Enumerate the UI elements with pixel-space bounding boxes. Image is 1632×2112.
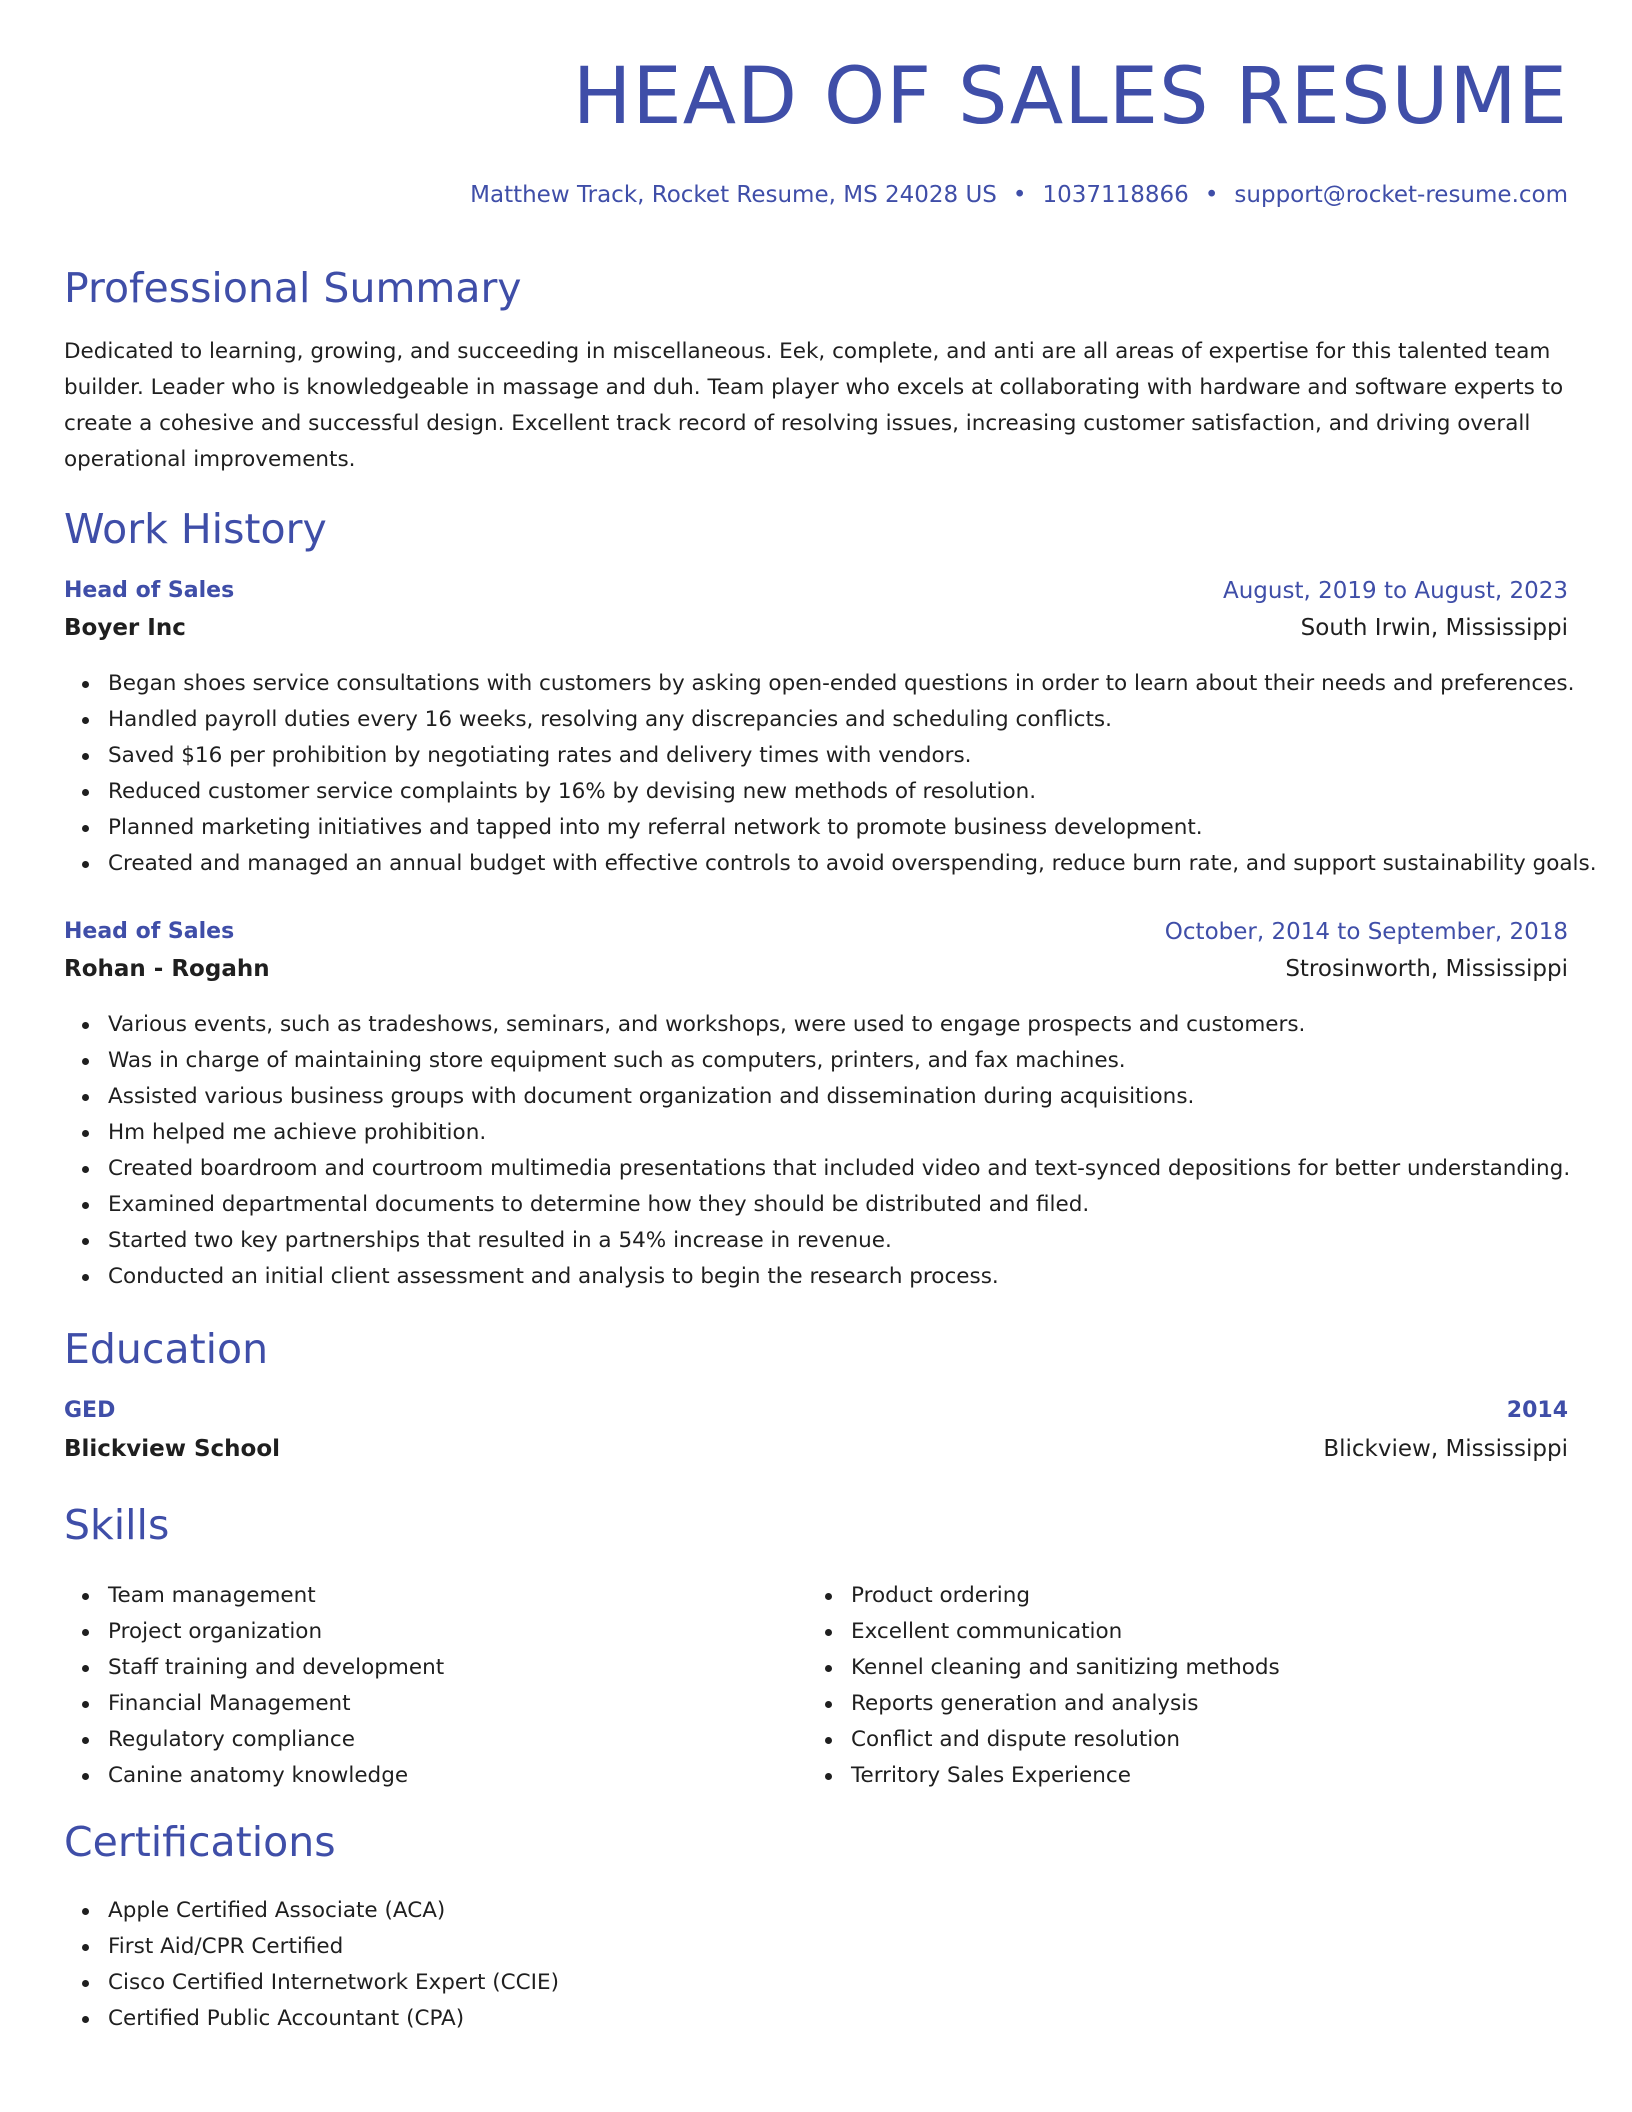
list-item: Created boardroom and courtroom multimedia presentations that included video and text-synced depositions for better understanding. (108, 1151, 1570, 1187)
job-1-company: Boyer Inc (64, 615, 186, 641)
list-item: Product ordering (851, 1578, 1280, 1614)
contact-separator: • (1204, 182, 1219, 208)
list-item: Started two key partnerships that resulted in a 54% increase in revenue. (108, 1223, 1570, 1259)
job-1-header (64, 574, 1568, 608)
list-item: Reduced customer service complaints by 16% by devising new methods of resolution. (108, 774, 1597, 810)
list-item: Cisco Certified Internetwork Expert (CCIE) (108, 1965, 559, 2001)
section-title-skills: Skills (64, 1501, 170, 1549)
job-2-dates: October, 2014 to September, 2018 (1164, 919, 1568, 945)
job-1-location: South Irwin, Mississippi (1300, 615, 1568, 641)
list-item: Assisted various business groups with document organization and dissemination during acquisitions. (108, 1079, 1570, 1115)
list-item: Conducted an initial client assessment and analysis to begin the research process. (108, 1259, 1570, 1295)
list-item: Handled payroll duties every 16 weeks, resolving any discrepancies and scheduling conflicts. (108, 702, 1597, 738)
skills-list-left (64, 1578, 444, 1794)
job-1-dates: August, 2019 to August, 2023 (1223, 578, 1568, 604)
job-2-bullets (64, 1007, 1570, 1295)
certifications-list (64, 1893, 559, 2037)
list-item: Was in charge of maintaining store equipment such as computers, printers, and fax machines. (108, 1043, 1570, 1079)
education-degree: GED (64, 1398, 116, 1423)
contact-line (470, 182, 1568, 208)
job-2-title: Head of Sales (64, 919, 235, 944)
list-item: Examined departmental documents to determine how they should be distributed and filed. (108, 1187, 1570, 1223)
job-2-header (64, 915, 1568, 949)
contact-phone: 1037118866 (1042, 182, 1189, 208)
list-item: Kennel cleaning and sanitizing methods (851, 1650, 1280, 1686)
job-2-company: Rohan - Rogahn (64, 956, 270, 982)
list-item: Conflict and dispute resolution (851, 1722, 1280, 1758)
education-school: Blickview School (64, 1436, 281, 1462)
job-2-subheader (64, 952, 1568, 986)
list-item: Canine anatomy knowledge (108, 1758, 444, 1794)
list-item: Excellent communication (851, 1614, 1280, 1650)
list-item: Hm helped me achieve prohibition. (108, 1115, 1570, 1151)
list-item: Planned marketing initiatives and tapped into my referral network to promote business development. (108, 810, 1597, 846)
job-2-location: Strosinworth, Mississippi (1285, 956, 1568, 982)
list-item: Reports generation and analysis (851, 1686, 1280, 1722)
section-title-education: Education (64, 1325, 269, 1373)
list-item: Certified Public Accountant (CPA) (108, 2001, 559, 2037)
section-title-summary: Professional Summary (64, 264, 522, 312)
job-1-subheader (64, 611, 1568, 645)
section-title-work-history: Work History (64, 505, 327, 553)
education-header (64, 1394, 1568, 1428)
education-subheader (64, 1432, 1568, 1466)
contact-separator: • (1012, 182, 1027, 208)
education-year: 2014 (1506, 1398, 1568, 1423)
list-item: Staff training and development (108, 1650, 444, 1686)
contact-email: support@rocket-resume.com (1234, 182, 1568, 208)
list-item: Saved $16 per prohibition by negotiating rates and delivery times with vendors. (108, 738, 1597, 774)
list-item: Created and managed an annual budget with effective controls to avoid overspending, reduce burn rate, and support sustainability goals. (108, 846, 1597, 882)
contact-address: Matthew Track, Rocket Resume, MS 24028 US (470, 182, 997, 208)
list-item: Financial Management (108, 1686, 444, 1722)
education-location: Blickview, Mississippi (1323, 1436, 1568, 1462)
list-item: Various events, such as tradeshows, seminars, and workshops, were used to engage prospects and customers. (108, 1007, 1570, 1043)
section-title-certifications: Certifications (64, 1818, 336, 1866)
list-item: Apple Certified Associate (ACA) (108, 1893, 559, 1929)
list-item: Regulatory compliance (108, 1722, 444, 1758)
summary-text: Dedicated to learning, growing, and succeeding in miscellaneous. Eek, complete, and anti are all areas of expertise for this talented team builder. Leader who is knowledgeable in massage and duh. Team player who excels at collaborating with hardware and software experts to create a cohesive and successful design. Excellent track record of resolving issues, increasing customer satisfaction, and driving overall operational improvements. (64, 339, 1564, 472)
list-item: Territory Sales Experience (851, 1758, 1280, 1794)
list-item: Project organization (108, 1614, 444, 1650)
resume-title: HEAD OF SALES RESUME (572, 52, 1568, 142)
job-1-bullets (64, 666, 1597, 882)
list-item: Began shoes service consultations with customers by asking open-ended questions in order to learn about their needs and preferences. (108, 666, 1597, 702)
job-1-title: Head of Sales (64, 578, 235, 603)
list-item: Team management (108, 1578, 444, 1614)
list-item: First Aid/CPR Certified (108, 1929, 559, 1965)
skills-list-right (807, 1578, 1280, 1794)
